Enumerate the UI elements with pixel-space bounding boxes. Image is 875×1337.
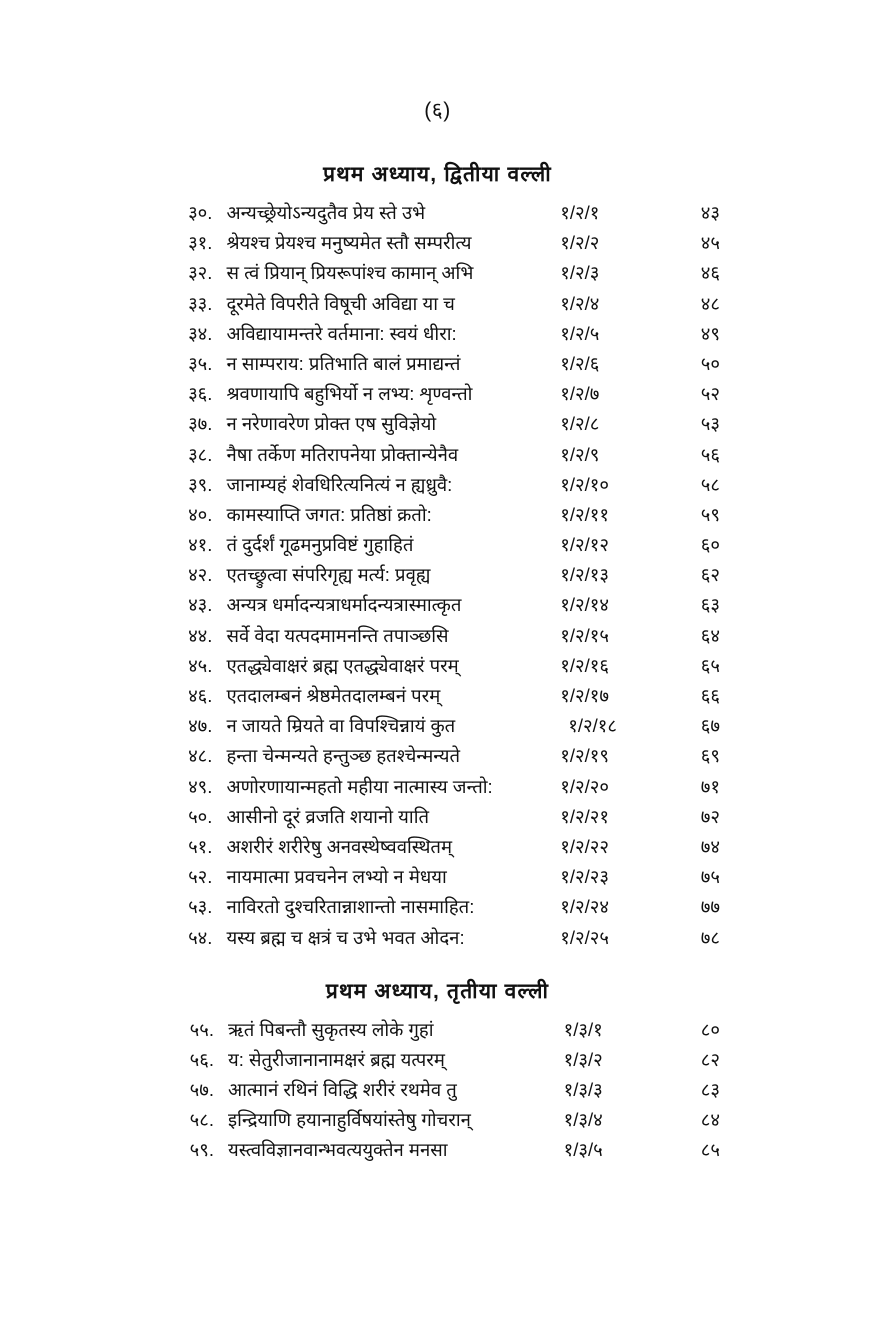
entry-page-number: ४८ [700, 292, 720, 314]
entry-reference: १/२/६ [560, 352, 600, 374]
entry-reference: १/२/२० [560, 775, 610, 797]
entry-page-number: ४६ [700, 262, 720, 284]
entry-number: ५०. [188, 805, 213, 827]
contents-table-section-1 [164, 200, 720, 955]
table-row[interactable] [164, 260, 720, 290]
entry-reference: १/२/१३ [560, 564, 610, 586]
table-row[interactable] [164, 1137, 720, 1167]
page-folio-number: (६) [424, 99, 451, 122]
entry-page-number: ५३ [700, 413, 720, 435]
entry-title: एतच्छ्रुत्वा संपरिगृह्य मर्त्य: प्रवृह्य [226, 564, 431, 586]
entry-reference: १/३/२ [563, 1048, 603, 1070]
table-row[interactable] [164, 623, 720, 653]
entry-page-number: ८३ [700, 1079, 720, 1101]
entry-page-number: ५० [700, 352, 720, 374]
entry-reference: १/२/२४ [560, 896, 610, 918]
entry-title: श्रेयश्च प्रेयश्च मनुष्यमेत स्तौ सम्परीत्य [226, 232, 472, 254]
table-row[interactable] [164, 1017, 720, 1047]
entry-title: अन्यत्र धर्मादन्यत्राधर्मादन्यत्रास्मात्कृत [226, 594, 462, 616]
entry-title: यस्य ब्रह्म च क्षत्रं च उभे भवत ओदन: [226, 926, 465, 948]
table-row[interactable] [164, 683, 720, 713]
entry-title: एतद्ध्येवाक्षरं ब्रह्म एतद्ध्येवाक्षरं परम् [226, 654, 459, 676]
entry-page-number: ६६ [700, 685, 720, 706]
entry-number: ५१. [188, 835, 213, 857]
entry-reference: १/२/९ [560, 443, 600, 465]
entry-page-number: ५२ [700, 383, 720, 405]
table-row[interactable] [164, 653, 720, 683]
contents-table-body-1 [164, 200, 720, 955]
document-page [0, 96, 875, 1337]
entry-number: ५९. [189, 1139, 214, 1161]
entry-reference: १/३/३ [563, 1079, 603, 1101]
table-row[interactable] [164, 502, 720, 532]
section-heading-dvitiya-valli: प्रथम अध्याय, द्वितीया वल्ली [323, 163, 552, 186]
entry-page-number: ८५ [700, 1139, 720, 1161]
entry-title: अन्यच्छ्रेयोऽन्यदुतैव प्रेय स्ते उभे [226, 202, 426, 223]
table-row[interactable] [164, 834, 720, 864]
entry-page-number: ८२ [700, 1048, 720, 1070]
entry-page-number: ८४ [700, 1109, 720, 1131]
entry-page-number: ७५ [700, 866, 720, 888]
entry-number: ५३. [188, 896, 213, 918]
entry-page-number: ६९ [700, 745, 720, 767]
entry-reference: १/२/२२ [560, 835, 610, 857]
entry-page-number: ५६ [700, 443, 720, 465]
entry-reference: १/२/२३ [560, 866, 610, 888]
entry-reference: १/२/७ [560, 383, 600, 405]
entry-title: न नरेणावरेण प्रोक्त एष सुविज्ञेयो [226, 413, 437, 435]
entry-page-number: ६२ [700, 564, 720, 586]
entry-title: जानाम्यहं शेवधिरित्यनित्यं न ह्यध्रुवै: [226, 473, 453, 495]
entry-title: अणोरणायान्महतो महीया नात्मास्य जन्तो: [226, 775, 493, 797]
contents-table-body-2 [164, 1017, 720, 1168]
entry-page-number: ७८ [700, 926, 720, 948]
entry-title: नायमात्मा प्रवचनेन लभ्यो न मेधया [226, 866, 447, 888]
entry-number: ३९. [188, 473, 213, 495]
table-row[interactable] [164, 230, 720, 260]
entry-title: ऋतं पिबन्तौ सुकृतस्य लोके गुहां [227, 1018, 434, 1040]
entry-title: अविद्यायामन्तरे वर्तमाना: स्वयं धीरा: [226, 322, 457, 344]
entry-number: ३७. [188, 413, 213, 435]
entry-reference: १/२/८ [560, 413, 600, 435]
entry-number: ३८. [188, 443, 213, 465]
table-row[interactable] [164, 532, 720, 562]
entry-number: ५४. [188, 926, 213, 948]
table-row[interactable] [164, 925, 720, 955]
entry-reference: १/२/१७ [560, 685, 610, 706]
entry-page-number: ६० [700, 534, 720, 556]
entry-page-number: ७७ [700, 896, 720, 918]
entry-title: एतदालम्बनं श्रेष्ठमेतदालम्बनं परम् [226, 685, 441, 706]
entry-number: ५२. [188, 866, 213, 888]
table-row[interactable] [164, 743, 720, 773]
entry-title: न जायते म्रियते वा विपश्चिन्नायं कुत [226, 715, 456, 737]
entry-title: श्रवणायापि बहुभिर्यो न लभ्य: शृण्वन्तो [226, 383, 473, 405]
table-row[interactable] [164, 1107, 720, 1137]
table-row[interactable] [164, 321, 720, 351]
table-row[interactable] [164, 381, 720, 411]
entry-title: नाविरतो दुश्चरितान्नाशान्तो नासमाहित: [226, 896, 475, 918]
entry-page-number: ८० [700, 1018, 720, 1040]
entry-reference: १/२/५ [560, 322, 600, 344]
entry-page-number: ७१ [700, 775, 720, 797]
entry-page-number: ६४ [700, 624, 720, 646]
entry-number: ५८. [189, 1109, 214, 1131]
entry-number: ३१. [188, 232, 213, 254]
entry-number: ३०. [188, 202, 213, 223]
table-row[interactable] [164, 864, 720, 894]
entry-page-number: ६३ [700, 594, 720, 616]
entry-title: आत्मानं रथिनं विद्धि शरीरं रथमेव तु [227, 1079, 457, 1101]
table-row[interactable] [164, 894, 720, 924]
entry-number: ४५. [188, 654, 213, 676]
entry-number: ३३. [188, 292, 213, 314]
table-row[interactable] [164, 291, 720, 321]
entry-number: ४८. [188, 745, 213, 767]
entry-number: ४६. [188, 685, 213, 706]
entry-reference: १/२/१८ [568, 715, 618, 737]
entry-title: हन्ता चेन्मन्यते हन्तुञ्छ हतश्चेन्मन्यते [226, 745, 460, 767]
entry-page-number: ४३ [700, 202, 720, 223]
entry-number: ४९. [188, 775, 213, 797]
entry-page-number: ६७ [700, 715, 720, 737]
entry-title: सर्वे वेदा यत्पदमामनन्ति तपाञ्छसि [226, 624, 449, 646]
entry-title: कामस्याप्ति जगत: प्रतिष्ठां क्रतो: [226, 503, 432, 525]
table-row[interactable] [164, 804, 720, 834]
contents-table-section-2 [164, 1017, 720, 1168]
entry-number: ४४. [188, 624, 213, 646]
entry-reference: १/२/१५ [560, 624, 610, 646]
entry-reference: १/३/४ [563, 1109, 603, 1131]
entry-number: ५७. [189, 1079, 214, 1101]
table-row[interactable] [164, 351, 720, 381]
entry-title: स त्वं प्रियान् प्रियरूपांश्च कामान् अभि [226, 262, 474, 284]
entry-number: ४१. [188, 534, 213, 556]
entry-reference: १/२/१ [560, 202, 600, 223]
entry-reference: १/२/२ [560, 232, 600, 254]
entry-title: तं दुर्दर्शं गूढमनुप्रविष्टं गुहाहितं [226, 534, 414, 556]
entry-page-number: ४९ [700, 322, 720, 344]
entry-reference: १/३/१ [563, 1018, 603, 1040]
entry-reference: १/३/५ [563, 1139, 603, 1161]
entry-reference: १/२/१२ [560, 534, 610, 556]
entry-page-number: ५८ [700, 473, 720, 495]
table-row[interactable] [164, 774, 720, 804]
table-row[interactable] [164, 562, 720, 592]
entry-number: ४२. [188, 564, 213, 586]
table-row[interactable] [164, 200, 720, 230]
entry-number: ५६. [189, 1048, 214, 1070]
entry-title: आसीनो दूरं व्रजति शयानो याति [226, 805, 430, 827]
table-row[interactable] [164, 472, 720, 502]
entry-number: ५५. [189, 1018, 214, 1040]
entry-number: ४३. [188, 594, 213, 616]
entry-number: ३२. [188, 262, 213, 284]
entry-reference: १/२/२५ [560, 926, 610, 948]
entry-number: ३५. [188, 352, 213, 374]
table-row[interactable] [164, 442, 720, 472]
entry-reference: १/२/११ [560, 503, 610, 525]
entry-title: दूरमेते विपरीते विषूची अविद्या या च [226, 292, 455, 314]
entry-title: अशरीरं शरीरेषु अनवस्थेष्ववस्थितम् [226, 835, 453, 857]
entry-title: य: सेतुरीजानानामक्षरं ब्रह्म यत्परम् [227, 1048, 445, 1070]
entry-number: ४७. [188, 715, 213, 737]
table-row[interactable] [164, 592, 720, 622]
entry-title: नैषा तर्केण मतिरापनेया प्रोक्तान्येनैव [226, 443, 459, 465]
entry-page-number: ४५ [700, 232, 720, 254]
entry-page-number: ५९ [700, 503, 720, 525]
section-heading-tritiya-valli: प्रथम अध्याय, तृतीया वल्ली [325, 979, 550, 1003]
table-row[interactable] [164, 1077, 720, 1107]
entry-reference: १/२/१४ [560, 594, 610, 616]
entry-reference: १/२/४ [560, 292, 600, 314]
entry-reference: १/२/१६ [560, 654, 610, 676]
entry-title: न साम्पराय: प्रतिभाति बालं प्रमाद्यन्तं [226, 352, 461, 374]
entry-page-number: ७४ [700, 835, 720, 857]
table-row[interactable] [164, 1047, 720, 1077]
entry-reference: १/२/१० [560, 473, 610, 495]
entry-reference: १/२/१९ [560, 745, 610, 767]
entry-reference: १/२/२१ [560, 805, 610, 827]
entry-reference: १/२/३ [560, 262, 600, 284]
entry-number: ३६. [188, 383, 213, 405]
table-row[interactable] [164, 411, 720, 441]
entry-page-number: ६५ [700, 654, 720, 676]
entry-title: यस्त्वविज्ञानवान्भवत्ययुक्तेन मनसा [227, 1139, 448, 1161]
entry-page-number: ७२ [700, 805, 720, 827]
entry-number: ४०. [188, 503, 213, 525]
entry-number: ३४. [188, 322, 213, 344]
entry-title: इन्द्रियाणि हयानाहुर्विषयांस्तेषु गोचरान् [227, 1109, 471, 1131]
table-row[interactable] [164, 713, 720, 743]
